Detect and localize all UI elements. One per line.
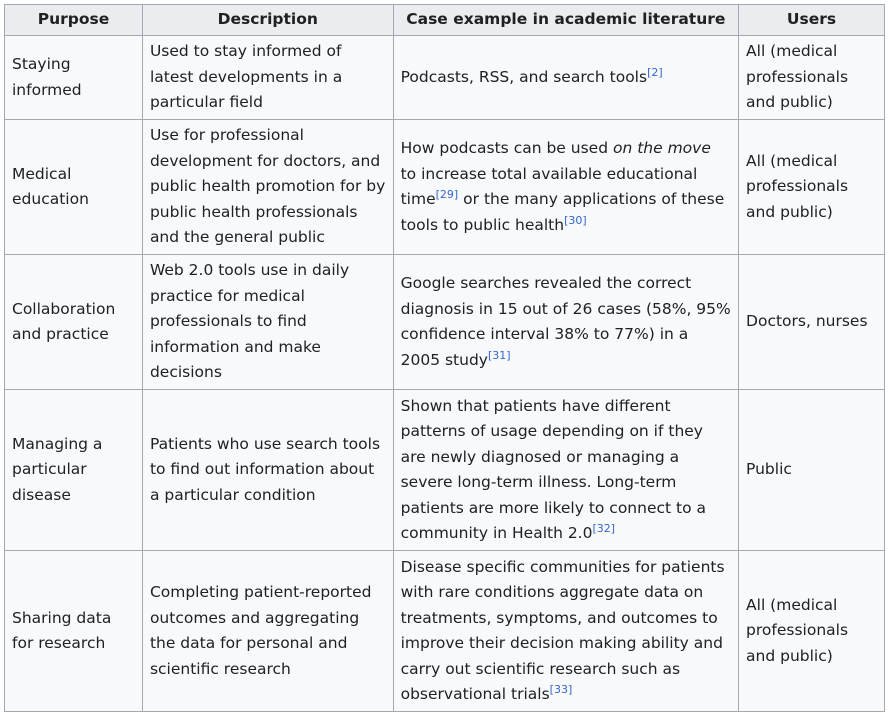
case-text-italic: on the move bbox=[612, 139, 711, 157]
purpose-cell: Staying informed bbox=[5, 36, 143, 120]
case-example-cell bbox=[393, 390, 738, 551]
users-cell: All (medical professionals and public) bbox=[739, 120, 885, 255]
citation-link[interactable]: [29] bbox=[435, 187, 459, 201]
case-example-cell bbox=[393, 255, 738, 390]
description-cell: Completing patient-reported outcomes and aggregating the data for personal and scientific research bbox=[142, 551, 393, 712]
table-row bbox=[5, 551, 885, 712]
case-example-cell bbox=[393, 36, 738, 120]
users-cell: Doctors, nurses bbox=[739, 255, 885, 390]
purpose-cell: Sharing data for research bbox=[5, 551, 143, 712]
users-cell: All (medical professionals and public) bbox=[739, 551, 885, 712]
column-header-case-example: Case example in academic literature bbox=[393, 5, 738, 36]
table-header-row bbox=[5, 5, 885, 36]
case-text: How podcasts can be used bbox=[400, 139, 613, 157]
citation-link[interactable]: [31] bbox=[487, 348, 511, 362]
case-text: Shown that patients have different patterns of usage depending on if they are newly diagnosed or managing a severe long-term illness. Long-term patients are more likely to connect to a community in Health 2.0 bbox=[400, 396, 707, 542]
citation-link[interactable]: [2] bbox=[647, 65, 663, 79]
purpose-cell: Managing a particular disease bbox=[5, 390, 143, 551]
purpose-cell: Medical education bbox=[5, 120, 143, 255]
table-row bbox=[5, 120, 885, 255]
case-example-cell bbox=[393, 551, 738, 712]
case-text: to increase total available educational time bbox=[400, 164, 698, 208]
users-cell: Public bbox=[739, 390, 885, 551]
case-text: Disease specific communities for patients with rare conditions aggregate data on treatments, symptoms, and outcomes to improve their decision making ability and carry out scientific research such as observational trials bbox=[400, 557, 725, 703]
column-header-description: Description bbox=[142, 5, 393, 36]
health-2-0-purposes-table bbox=[4, 4, 885, 712]
case-text: or the many applications of these tools to public health bbox=[400, 190, 725, 234]
citation-link[interactable]: [32] bbox=[592, 521, 616, 535]
citation-link[interactable]: [33] bbox=[549, 682, 573, 696]
case-example-cell bbox=[393, 120, 738, 255]
purpose-cell: Collaboration and practice bbox=[5, 255, 143, 390]
description-cell: Used to stay informed of latest developments in a particular field bbox=[142, 36, 393, 120]
table-row bbox=[5, 36, 885, 120]
case-text: Google searches revealed the correct diagnosis in 15 out of 26 cases (58%, 95% confidence interval 38% to 77%) in a 2005 study bbox=[400, 274, 731, 369]
column-header-users: Users bbox=[739, 5, 885, 36]
description-cell: Web 2.0 tools use in daily practice for medical professionals to find information and make decisions bbox=[142, 255, 393, 390]
table-row bbox=[5, 390, 885, 551]
users-cell: All (medical professionals and public) bbox=[739, 36, 885, 120]
column-header-purpose: Purpose bbox=[5, 5, 143, 36]
table-row bbox=[5, 255, 885, 390]
description-cell: Patients who use search tools to find out information about a particular condition bbox=[142, 390, 393, 551]
description-cell: Use for professional development for doctors, and public health promotion for by public health professionals and the general public bbox=[142, 120, 393, 255]
citation-link[interactable]: [30] bbox=[564, 213, 587, 227]
case-text: Podcasts, RSS, and search tools bbox=[400, 67, 648, 86]
